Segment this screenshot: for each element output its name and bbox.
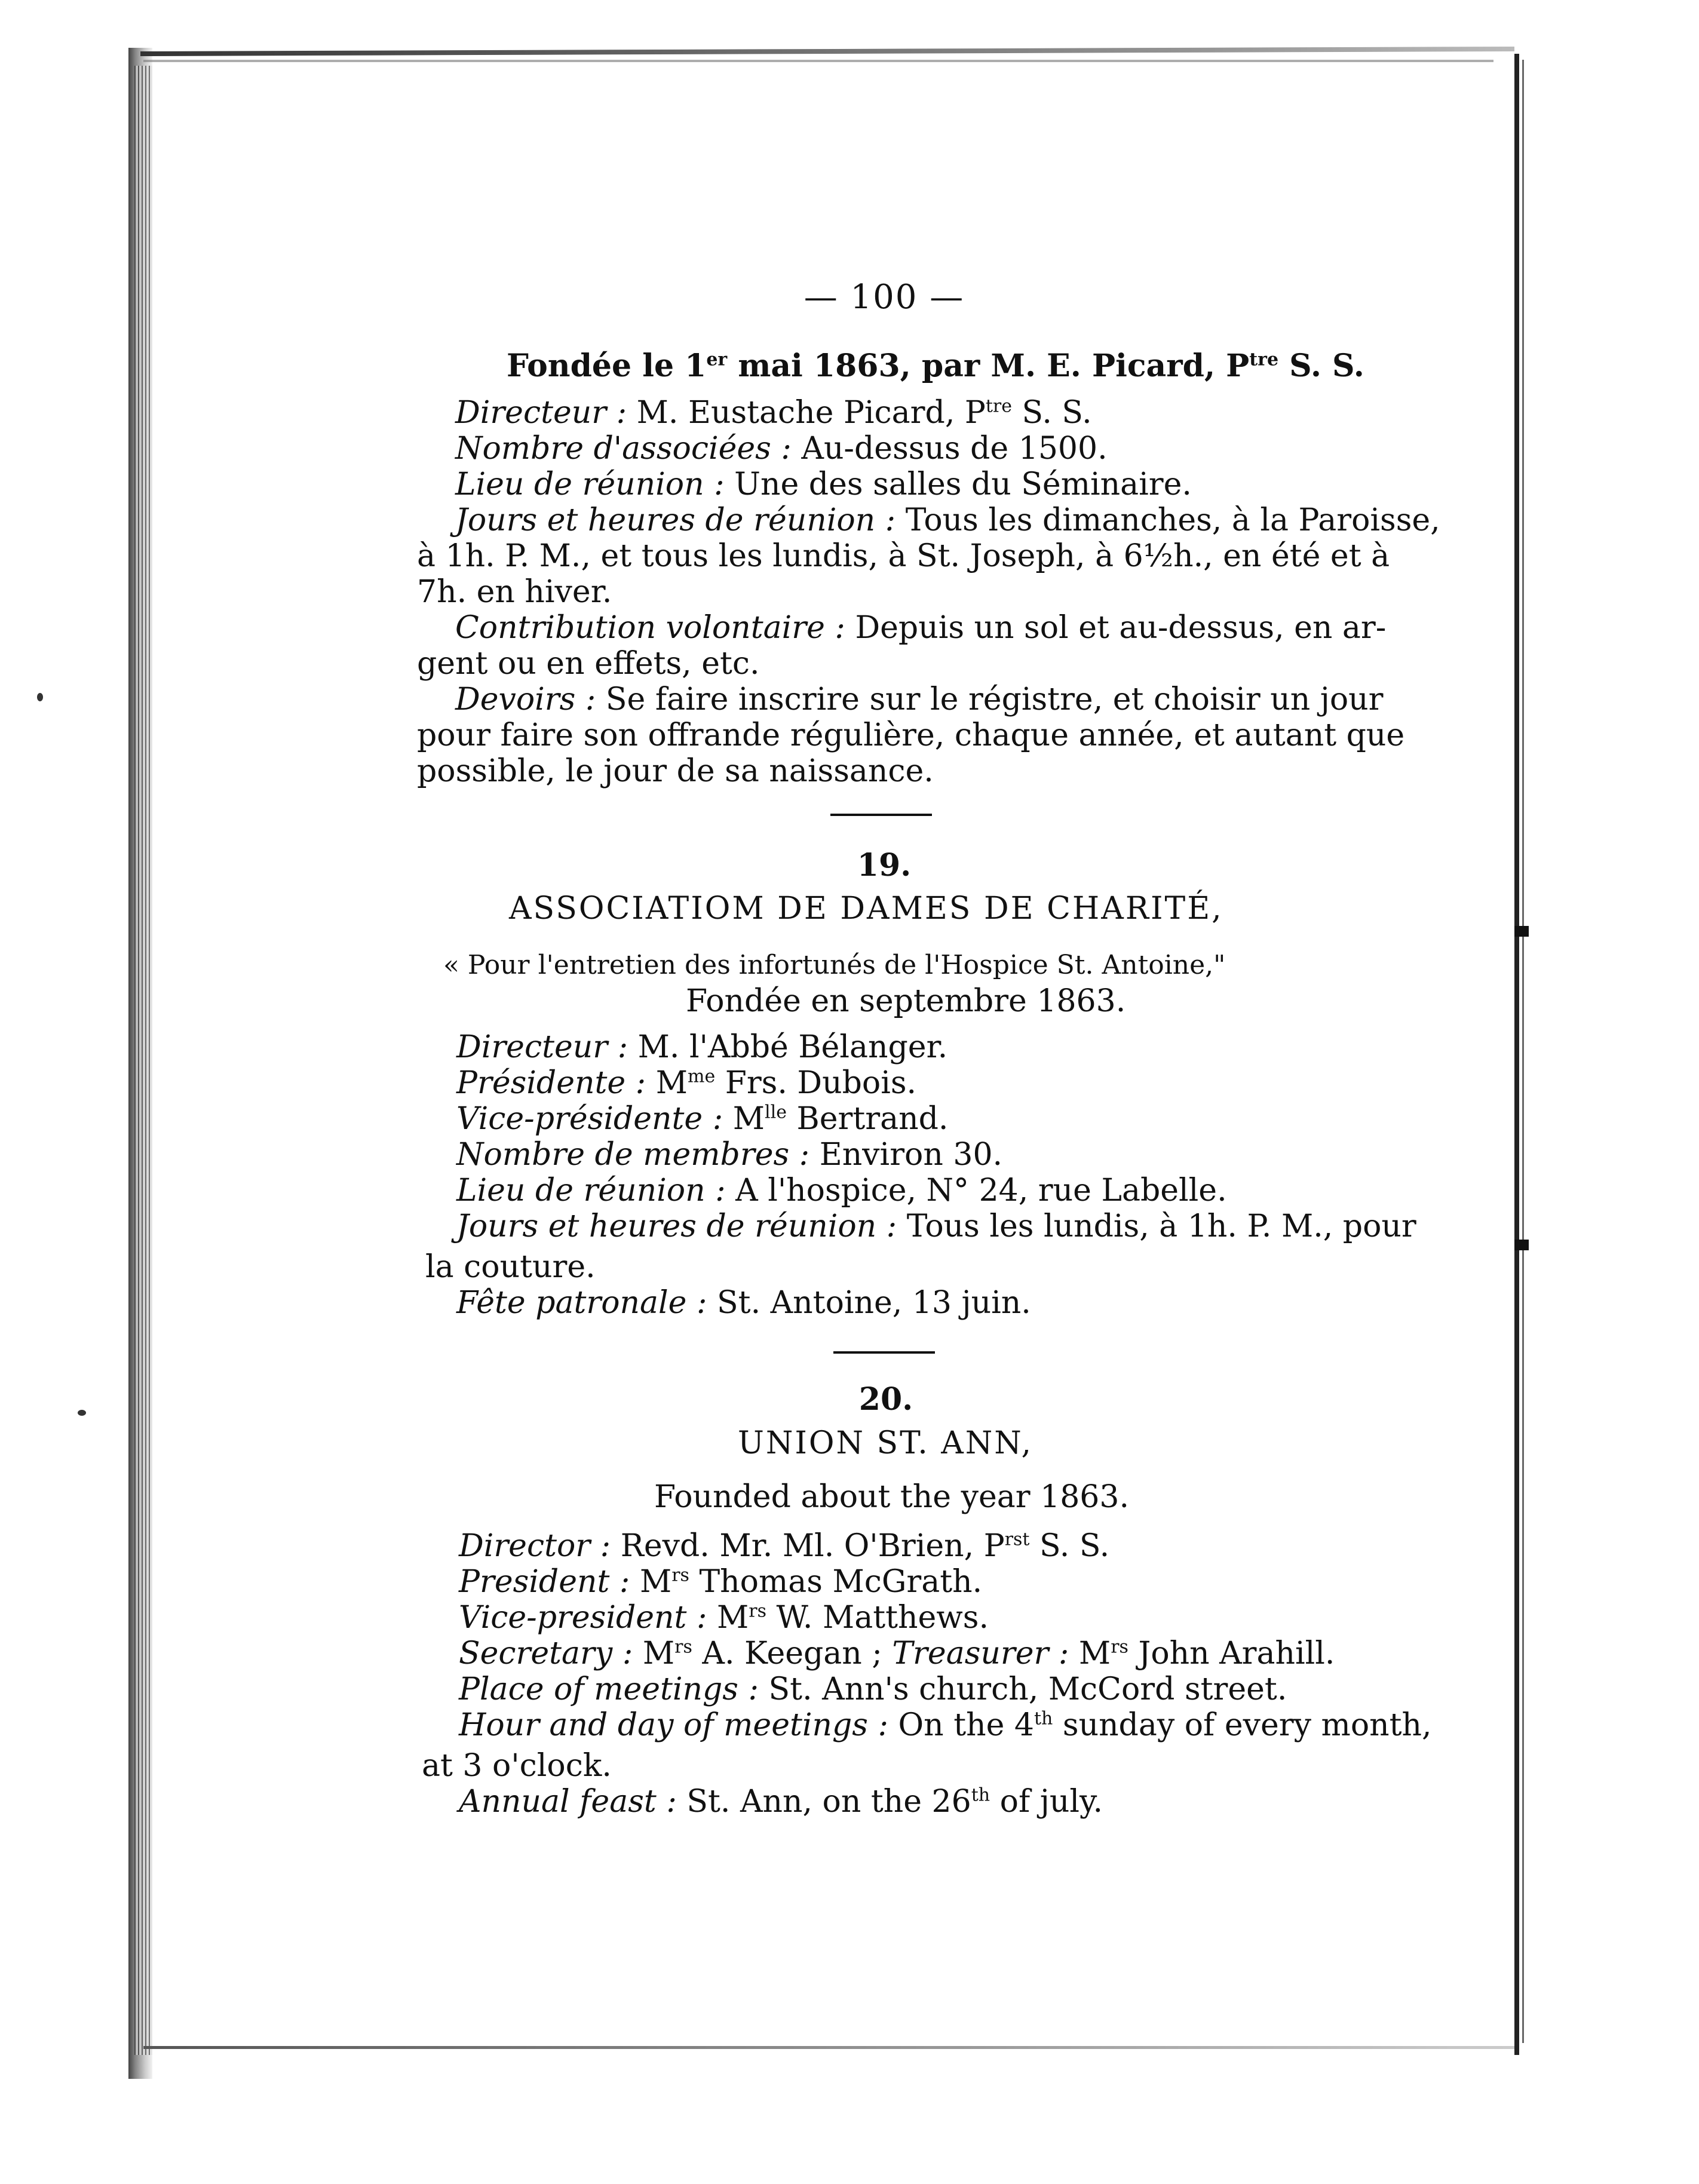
- section-subtitle: « Pour l'entretien des infortunés de l'Hospice St. Antoine,": [443, 950, 1226, 980]
- hour-line: Hour and day of meetings : On the 4th sunday of every month,: [459, 1707, 1432, 1743]
- feast-line: Fête patronale : St. Antoine, 13 juin.: [456, 1285, 1031, 1321]
- place-line: Lieu de réunion : Une des salles du Séminaire.: [455, 467, 1192, 502]
- scan-speck: [78, 1410, 86, 1416]
- section-divider: [833, 1351, 935, 1354]
- secretary-treasurer-line: Secretary : $M^{rs}$ A. Keegan ; Treasurer : $M^{rs}$ John Arahill.: [459, 1636, 1335, 1671]
- members-line: Nombre de membres : Environ 30.: [456, 1137, 1003, 1173]
- section-title: UNION ST. ANN,: [738, 1425, 1033, 1461]
- director-line: Director : Revd. Mr. Ml. O'Brien, $P^{rst}$ S. S.: [459, 1528, 1110, 1564]
- duties-line-2: pour faire son offrande régulière, chaque année, et autant que: [417, 717, 1405, 753]
- page-bottom-edge: [143, 2046, 1517, 2049]
- founded-line: Fondée le 1er mai 1863, par M. E. Picard, $P^{tre}$ S. S.: [507, 348, 1364, 384]
- place-line: Lieu de réunion : A l'hospice, N° 24, rue Labelle.: [456, 1173, 1227, 1208]
- director-line: Directeur : M. Eustache Picard, $P^{tre}$ S. S.: [455, 395, 1092, 431]
- page-right-edge-inner: [1522, 60, 1524, 2043]
- days-line: Jours et heures de réunion : Tous les dimanches, à la Paroisse,: [455, 502, 1440, 538]
- president-line: President : $M^{rs}$ Thomas McGrath.: [459, 1564, 983, 1600]
- president-line: Présidente : $M^{me}$ Frs. Dubois.: [456, 1065, 917, 1101]
- days-line: Jours et heures de réunion : Tous les lundis, à 1h. P. M., pour: [456, 1208, 1416, 1244]
- duties-line: Devoirs : Se faire inscrire sur le régistre, et choisir un jour: [455, 682, 1384, 717]
- members-line: Nombre d'associées : Au-dessus de 1500.: [455, 431, 1108, 467]
- section-number: 19.: [857, 847, 912, 884]
- scan-speck: [37, 693, 43, 701]
- director-line: Directeur : M. l'Abbé Bélanger.: [456, 1029, 948, 1065]
- vice-president-line: Vice-présidente : $M^{lle}$ Bertrand.: [456, 1101, 949, 1137]
- duties-line-3: possible, le jour de sa naissance.: [417, 753, 934, 789]
- section-title: ASSOCIATIOM DE DAMES DE CHARITÉ,: [509, 891, 1223, 927]
- founded-line: Founded about the year 1863.: [654, 1479, 1130, 1515]
- section-number: 20.: [858, 1381, 913, 1418]
- hour-line-2: at 3 o'clock.: [422, 1748, 612, 1784]
- founded-line: Fondée en septembre 1863.: [686, 983, 1126, 1019]
- page-right-edge: [1514, 54, 1519, 2055]
- binding-mark: [1514, 926, 1529, 937]
- page-number: — 100 —: [804, 278, 965, 317]
- days-line-2: à 1h. P. M., et tous les lundis, à St. Joseph, à 6½h., en été et à: [417, 538, 1390, 574]
- days-line-3: 7h. en hiver.: [417, 574, 612, 610]
- contribution-line: Contribution volontaire : Depuis un sol et au-dessus, en ar-: [455, 610, 1387, 646]
- feast-line: Annual feast : St. Ann, on the 26th of july.: [459, 1784, 1103, 1820]
- contribution-line-2: gent ou en effets, etc.: [417, 646, 760, 682]
- vice-president-line: Vice-president : $M^{rs}$ W. Matthews.: [459, 1600, 989, 1636]
- page-leaf-edges: [134, 66, 152, 2055]
- binding-mark: [1514, 1240, 1529, 1250]
- days-line-2: la couture.: [425, 1249, 596, 1285]
- page-top-edge: [140, 47, 1514, 56]
- place-line: Place of meetings : St. Ann's church, McCord street.: [459, 1671, 1287, 1707]
- page-top-edge-inner: [143, 60, 1493, 62]
- section-divider: [830, 814, 932, 816]
